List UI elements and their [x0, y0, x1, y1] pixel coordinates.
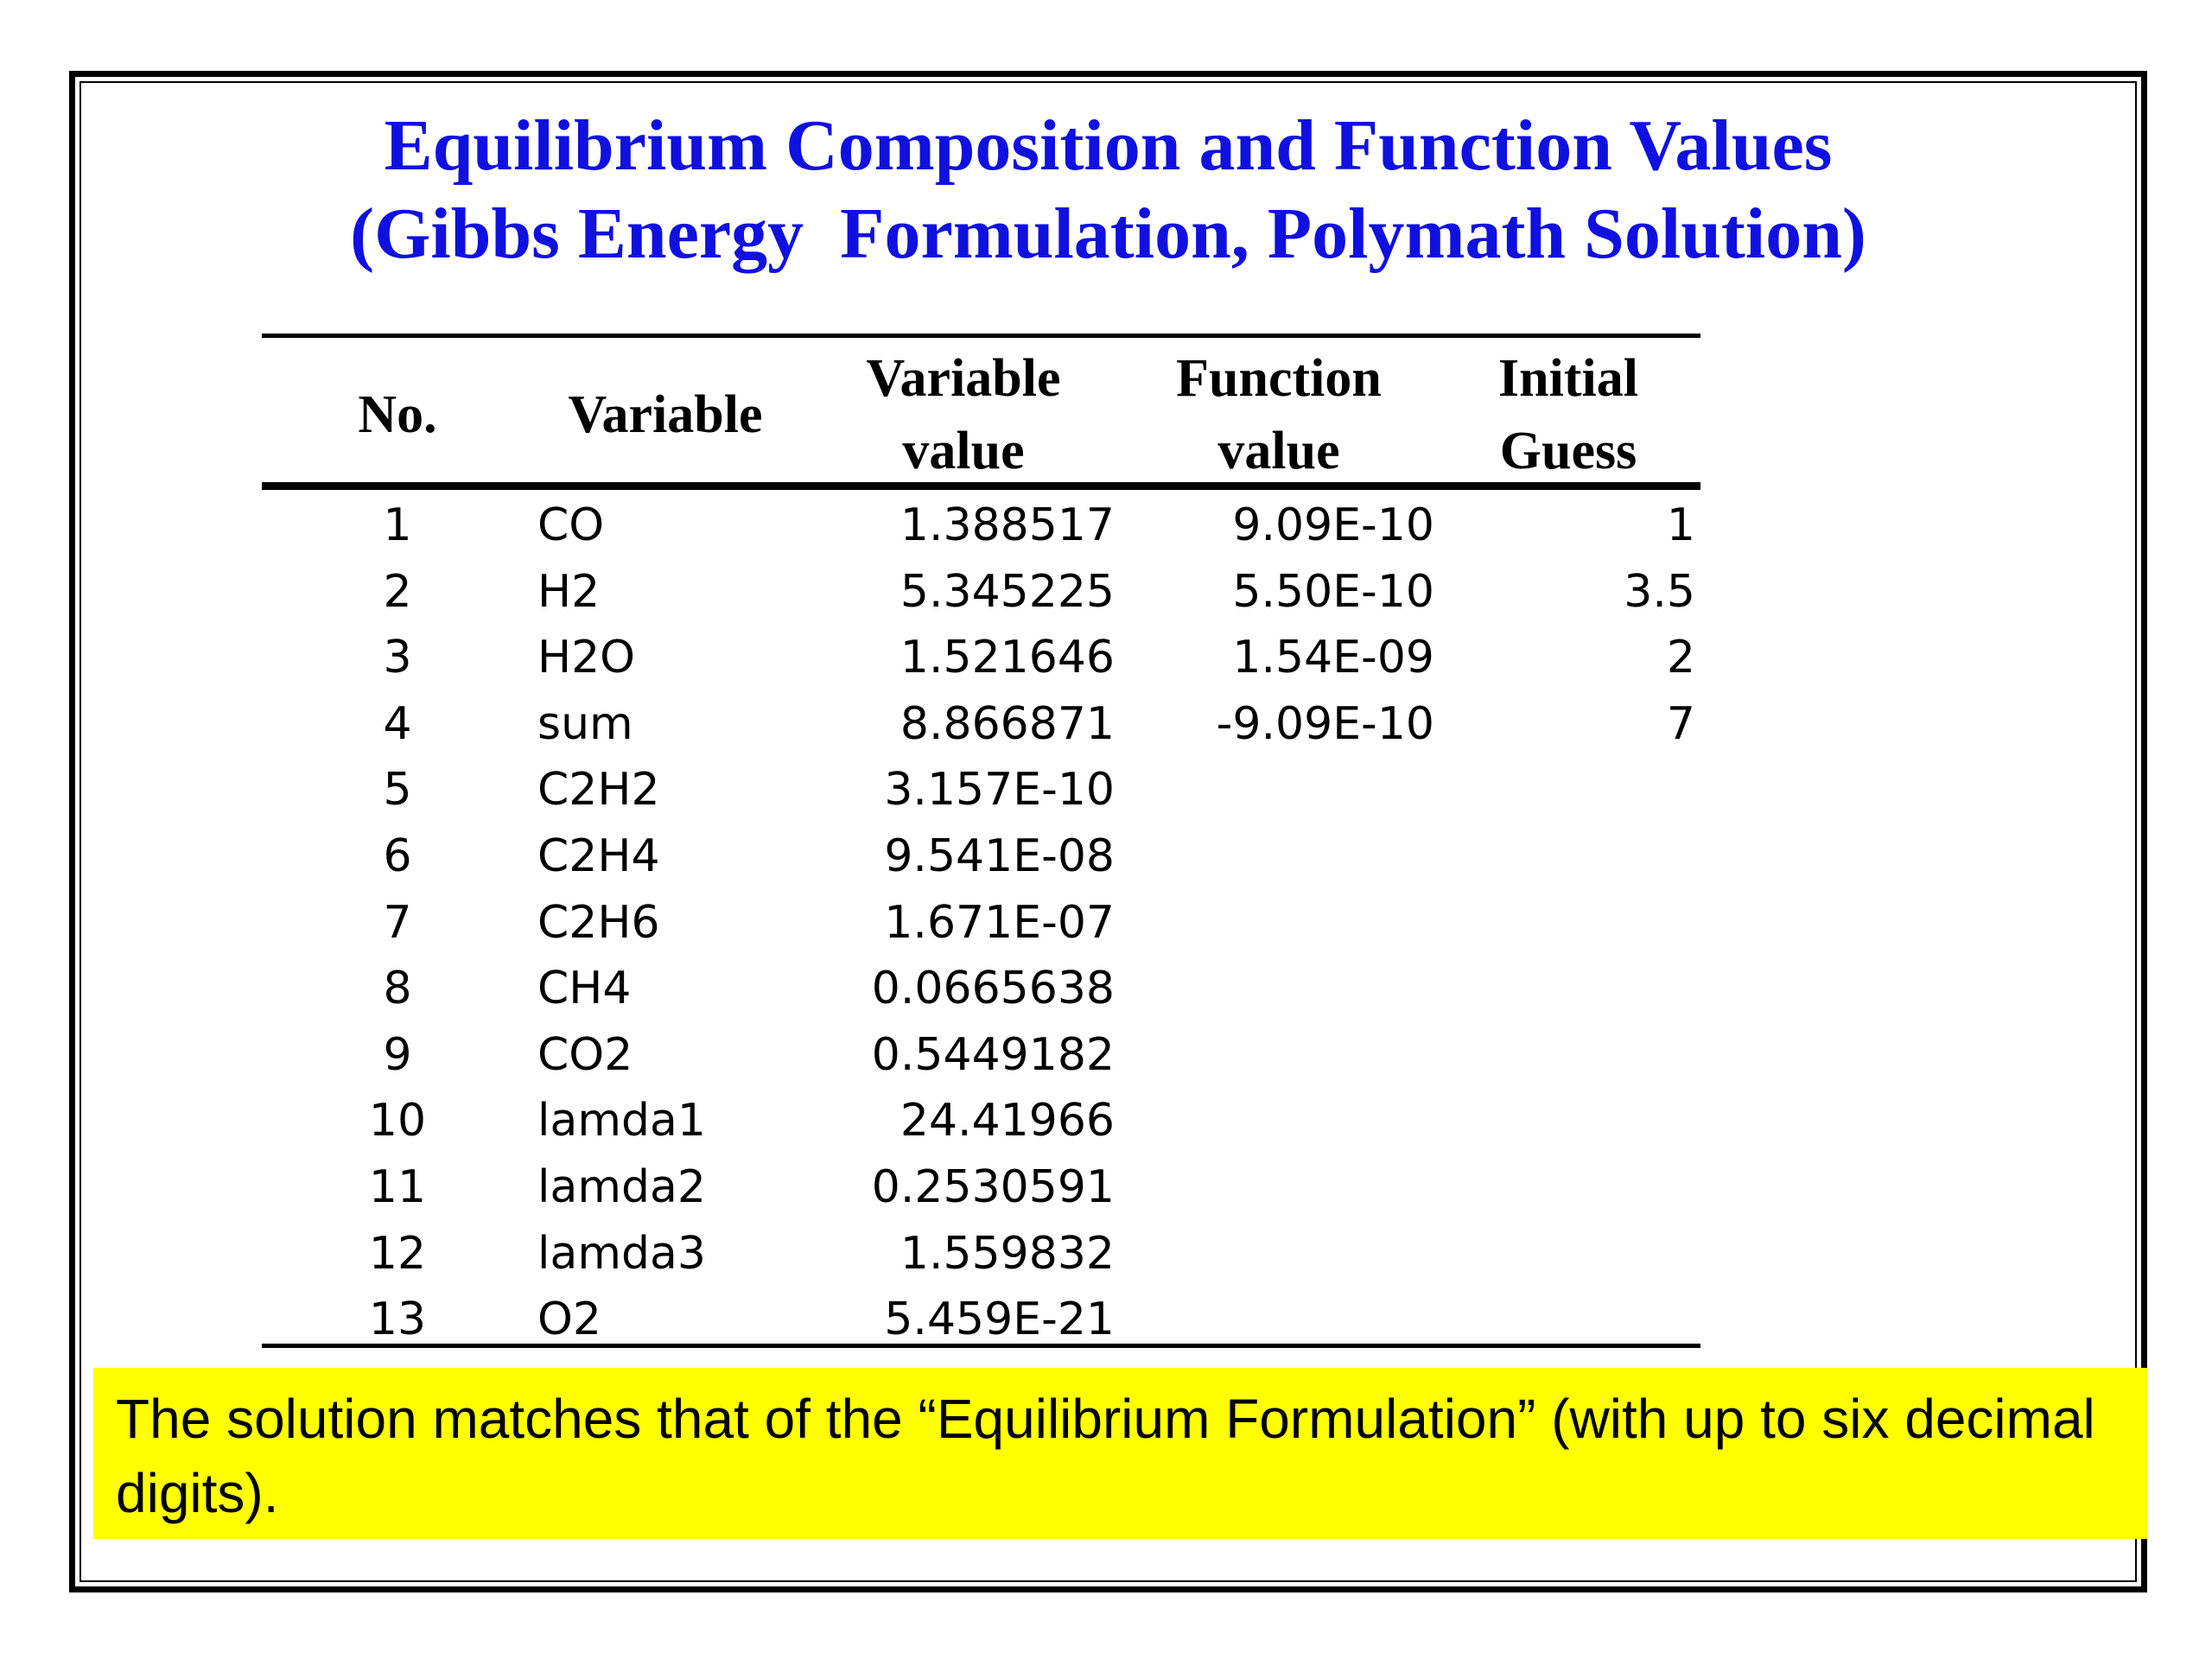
cell-variable-value: 9.541E-08 [884, 830, 1115, 882]
cell-variable: lamda1 [537, 1095, 706, 1147]
cell-variable: lamda3 [537, 1227, 706, 1280]
header-no [311, 378, 484, 451]
cell-variable: C2H2 [537, 764, 660, 817]
cell-no: 2 [383, 565, 412, 618]
cell-variable: H2 [537, 565, 601, 618]
cell-function-value: 1.54E-09 [1232, 632, 1434, 684]
header-variable-line-1: Variable [568, 385, 763, 444]
cell-variable-value: 1.521646 [899, 632, 1115, 684]
header-variable [536, 378, 795, 451]
table-row [0, 956, 2212, 1022]
table-row [0, 1221, 2212, 1287]
slide-title-line-1: Equilibrium Composition and Function Values [384, 105, 1833, 186]
header-initial-guess [1443, 342, 1694, 487]
cell-variable-value: 3.157E-10 [884, 764, 1115, 817]
cell-variable: O2 [537, 1294, 602, 1346]
cell-function-value: 5.50E-10 [1232, 565, 1434, 618]
table-row [0, 1287, 2212, 1353]
cell-variable: CO [537, 499, 605, 551]
cell-no: 6 [383, 830, 412, 882]
header-no-line-1: No. [358, 385, 437, 444]
cell-variable-value: 1.388517 [899, 499, 1115, 551]
table-row [0, 1154, 2212, 1221]
slide-title [79, 102, 2137, 278]
table-row [0, 559, 2212, 626]
cell-variable: CO2 [537, 1028, 633, 1081]
cell-variable: CH4 [537, 963, 632, 1015]
cell-variable-value: 5.459E-21 [884, 1294, 1115, 1346]
cell-no: 7 [383, 896, 412, 949]
cell-no: 5 [383, 764, 412, 817]
table-row [0, 823, 2212, 890]
table-row [0, 890, 2212, 957]
cell-initial-guess: 7 [1666, 697, 1695, 750]
table-row [0, 625, 2212, 691]
table-top-rule [262, 334, 1700, 338]
table-row [0, 691, 2212, 758]
cell-no: 10 [368, 1095, 427, 1147]
cell-variable-value: 5.345225 [899, 565, 1115, 618]
cell-variable-value: 0.0665638 [871, 963, 1115, 1015]
cell-no: 13 [368, 1294, 427, 1346]
cell-variable: sum [537, 697, 633, 750]
cell-function-value: -9.09E-10 [1216, 697, 1434, 750]
cell-variable-value: 24.41966 [899, 1095, 1115, 1147]
cell-variable-value: 0.2530591 [871, 1161, 1115, 1213]
cell-variable-value: 1.671E-07 [884, 896, 1115, 949]
header-function-value-line-1: Function [1176, 349, 1382, 408]
table-row [0, 1022, 2212, 1089]
cell-variable-value: 1.559832 [899, 1227, 1115, 1280]
header-variable-value [821, 342, 1106, 487]
cell-variable-value: 8.866871 [899, 697, 1115, 750]
cell-no: 9 [383, 1028, 412, 1081]
header-initial-guess-line-2: Guess [1499, 422, 1637, 480]
cell-variable: C2H4 [537, 830, 660, 882]
cell-variable: C2H6 [537, 896, 660, 949]
table-row [0, 493, 2212, 559]
table-row [0, 1088, 2212, 1154]
cell-no: 1 [383, 499, 412, 551]
header-function-value-line-2: value [1217, 422, 1340, 480]
cell-no: 12 [368, 1227, 427, 1280]
cell-variable: lamda2 [537, 1161, 706, 1213]
slide-title-line-2: (Gibbs Energy Formulation, Polymath Solution) [350, 194, 1866, 274]
cell-no: 3 [383, 632, 412, 684]
table-row [0, 757, 2212, 823]
header-initial-guess-line-1: Initial [1498, 349, 1638, 408]
cell-variable-value: 0.5449182 [871, 1028, 1115, 1081]
cell-no: 8 [383, 963, 412, 1015]
cell-no: 11 [368, 1161, 427, 1213]
cell-no: 4 [383, 697, 412, 750]
cell-function-value: 9.09E-10 [1232, 499, 1434, 551]
cell-variable: H2O [537, 632, 636, 684]
cell-initial-guess: 3.5 [1624, 565, 1695, 618]
header-variable-value-line-2: value [902, 422, 1025, 480]
header-variable-value-line-1: Variable [866, 349, 1061, 408]
highlight-note: The solution matches that of the “Equilibrium Formulation” (with up to six decimal digits). [93, 1368, 2147, 1539]
header-function-value [1141, 342, 1417, 487]
cell-initial-guess: 2 [1666, 632, 1695, 684]
cell-initial-guess: 1 [1666, 499, 1695, 551]
